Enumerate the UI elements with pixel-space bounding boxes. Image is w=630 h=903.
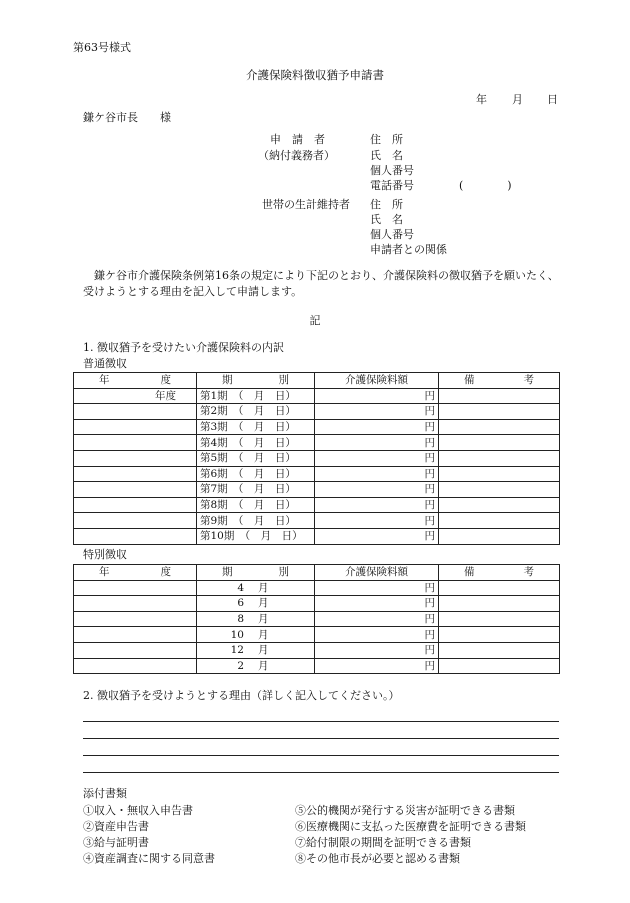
month-cell [197, 642, 315, 658]
remarks-cell[interactable] [439, 466, 560, 482]
header-remarks-a: 備 [464, 566, 475, 579]
ki-heading: 記 [309, 314, 321, 327]
header-period [197, 565, 315, 581]
amount-cell[interactable]: 円 [315, 596, 439, 612]
amount-cell[interactable]: 円 [315, 435, 439, 451]
month-value: 4 [237, 581, 244, 594]
header-amount: 介護保険料額 [315, 565, 439, 581]
header-remarks-a: 備 [464, 374, 475, 387]
header-remarks [439, 373, 560, 389]
period-cell: 第6期 （ 月 日） [197, 466, 315, 482]
applicant-phone-label: 電話番号 [370, 179, 414, 192]
applicant-personal-number-label: 個人番号 [370, 164, 414, 177]
remarks-cell[interactable] [439, 419, 560, 435]
period-cell: 第5期 （ 月 日） [197, 450, 315, 466]
applicant-address-label: 住 所 [370, 133, 403, 146]
month-cell [197, 580, 315, 596]
reason-line[interactable] [83, 755, 559, 756]
attachment-item: ①収入・無収入申告書 [83, 804, 193, 817]
householder-label: 世帯の生計維持者 [262, 198, 350, 211]
amount-cell[interactable]: 円 [315, 419, 439, 435]
remarks-cell[interactable] [439, 435, 560, 451]
header-year-b: 度 [160, 374, 171, 387]
applicant-label: 申 請 者 [270, 133, 325, 146]
year-cell[interactable] [74, 419, 197, 435]
amount-cell[interactable]: 円 [315, 466, 439, 482]
amount-cell[interactable]: 円 [315, 450, 439, 466]
reason-line[interactable] [83, 738, 559, 739]
header-remarks-b: 考 [523, 566, 534, 579]
header-period-b: 別 [278, 374, 289, 387]
table-row [74, 419, 560, 435]
year-cell[interactable] [74, 596, 197, 612]
remarks-cell[interactable] [439, 497, 560, 513]
futsu-label: 普通徴収 [83, 357, 127, 370]
futsu-table [73, 372, 560, 545]
amount-cell[interactable]: 円 [315, 611, 439, 627]
remarks-cell[interactable] [439, 658, 560, 674]
table-row [74, 596, 560, 612]
year-cell[interactable] [74, 466, 197, 482]
month-cell [197, 611, 315, 627]
table-row [74, 388, 560, 404]
table-row [74, 482, 560, 498]
year-cell[interactable] [74, 611, 197, 627]
header-period-b: 別 [278, 566, 289, 579]
amount-cell[interactable]: 円 [315, 627, 439, 643]
year-cell[interactable] [74, 658, 197, 674]
table-row [74, 404, 560, 420]
year-cell[interactable] [74, 482, 197, 498]
month-unit: 月 [258, 644, 269, 657]
period-cell: 第3期 （ 月 日） [197, 419, 315, 435]
attachment-item: ⑥医療機関に支払った医療費を証明できる書類 [295, 820, 526, 833]
remarks-cell[interactable] [439, 528, 560, 544]
year-cell[interactable] [74, 627, 197, 643]
remarks-cell[interactable] [439, 513, 560, 529]
householder-address-label: 住 所 [370, 198, 403, 211]
date-year: 年 [476, 93, 487, 106]
period-cell: 第9期 （ 月 日） [197, 513, 315, 529]
month-value: 2 [237, 659, 244, 672]
amount-cell[interactable]: 円 [315, 497, 439, 513]
amount-cell[interactable]: 円 [315, 388, 439, 404]
header-remarks-b: 考 [523, 374, 534, 387]
remarks-cell[interactable] [439, 450, 560, 466]
header-year-b: 度 [160, 566, 171, 579]
addressee: 鎌ケ谷市長 様 [83, 111, 171, 124]
reason-line[interactable] [83, 772, 559, 773]
amount-cell[interactable]: 円 [315, 404, 439, 420]
month-value: 8 [237, 613, 244, 626]
header-period-a: 期 [222, 374, 233, 387]
year-cell[interactable] [74, 513, 197, 529]
month-unit: 月 [258, 581, 269, 594]
table-row [74, 611, 560, 627]
period-cell: 第10期 （ 月 日） [197, 528, 315, 544]
year-cell[interactable] [74, 580, 197, 596]
table-row [74, 435, 560, 451]
section1-title: 1. 徴収猶予を受けたい介護保険料の内訳 [83, 341, 284, 354]
table-row [74, 466, 560, 482]
header-year-a: 年 [99, 566, 110, 579]
month-value: 12 [230, 644, 244, 657]
attachment-item: ⑦給付制限の期間を証明できる書類 [295, 836, 471, 849]
header-remarks [439, 565, 560, 581]
applicant-name-label: 氏 名 [370, 149, 403, 162]
form-number: 第63号様式 [73, 41, 131, 54]
remarks-cell[interactable] [439, 482, 560, 498]
remarks-cell[interactable] [439, 596, 560, 612]
year-cell[interactable] [74, 642, 197, 658]
section2-title: 2. 徴収猶予を受けようとする理由（詳しく記入してください。） [83, 689, 400, 702]
date-month: 月 [512, 93, 523, 106]
year-cell[interactable] [74, 404, 197, 420]
amount-cell[interactable]: 円 [315, 580, 439, 596]
month-unit: 月 [258, 613, 269, 626]
tokubetsu-table [73, 564, 560, 674]
amount-cell[interactable]: 円 [315, 658, 439, 674]
year-cell[interactable] [74, 528, 197, 544]
table-row [74, 658, 560, 674]
header-year [74, 565, 197, 581]
remarks-cell[interactable] [439, 627, 560, 643]
month-unit: 月 [258, 597, 269, 610]
date-day: 日 [547, 93, 558, 106]
period-cell: 第1期 （ 月 日） [197, 388, 315, 404]
header-year-a: 年 [99, 374, 110, 387]
amount-cell[interactable]: 円 [315, 513, 439, 529]
header-year [74, 373, 197, 389]
amount-cell[interactable]: 円 [315, 528, 439, 544]
month-value: 6 [237, 597, 244, 610]
period-cell: 第8期 （ 月 日） [197, 497, 315, 513]
month-cell [197, 627, 315, 643]
amount-cell[interactable]: 円 [315, 642, 439, 658]
table-header-row [74, 373, 560, 389]
applicant-sublabel: （納付義務者） [258, 149, 335, 162]
remarks-cell[interactable] [439, 388, 560, 404]
year-cell[interactable] [74, 435, 197, 451]
month-cell [197, 658, 315, 674]
month-unit: 月 [258, 659, 269, 672]
period-cell: 第4期 （ 月 日） [197, 435, 315, 451]
remarks-cell[interactable] [439, 642, 560, 658]
header-period-a: 期 [222, 566, 233, 579]
householder-personal-number-label: 個人番号 [370, 228, 414, 241]
table-row [74, 497, 560, 513]
attachment-item: ⑧その他市長が必要と認める書類 [295, 852, 460, 865]
month-value: 10 [230, 628, 244, 641]
header-amount: 介護保険料額 [315, 373, 439, 389]
attachment-item: ⑤公的機関が発行する災害が証明できる書類 [295, 804, 515, 817]
body-paragraph: 鎌ケ谷市介護保険条例第16条の規定により下記のとおり、介護保険料の徴収猶予を願いたく、受けようとする理由を記入して申請します。 [83, 269, 559, 298]
remarks-cell[interactable] [439, 404, 560, 420]
table-row [74, 528, 560, 544]
attachment-item: ②資産申告書 [83, 820, 149, 833]
month-cell [197, 596, 315, 612]
table-row [74, 642, 560, 658]
table-header-row [74, 565, 560, 581]
table-row [74, 627, 560, 643]
table-row [74, 513, 560, 529]
attachments-title: 添付書類 [83, 787, 127, 800]
householder-relation-label: 申請者との関係 [370, 243, 447, 256]
year-cell[interactable] [74, 497, 197, 513]
remarks-cell[interactable] [439, 611, 560, 627]
householder-name-label: 氏 名 [370, 213, 403, 226]
attachment-item: ③給与証明書 [83, 836, 149, 849]
attachment-item: ④資産調査に関する同意書 [83, 852, 215, 865]
period-cell: 第2期 （ 月 日） [197, 404, 315, 420]
document-title: 介護保険料徴収猶予申請書 [246, 68, 384, 82]
table-row [74, 450, 560, 466]
tokubetsu-label: 特別徴収 [83, 548, 127, 561]
period-cell: 第7期 （ 月 日） [197, 482, 315, 498]
table-row [74, 580, 560, 596]
amount-cell[interactable]: 円 [315, 482, 439, 498]
year-cell[interactable]: 年度 [74, 388, 197, 404]
reason-line[interactable] [83, 721, 559, 722]
phone-parentheses: ( ) [459, 179, 512, 192]
month-unit: 月 [258, 628, 269, 641]
year-cell[interactable] [74, 450, 197, 466]
remarks-cell[interactable] [439, 580, 560, 596]
header-period [197, 373, 315, 389]
